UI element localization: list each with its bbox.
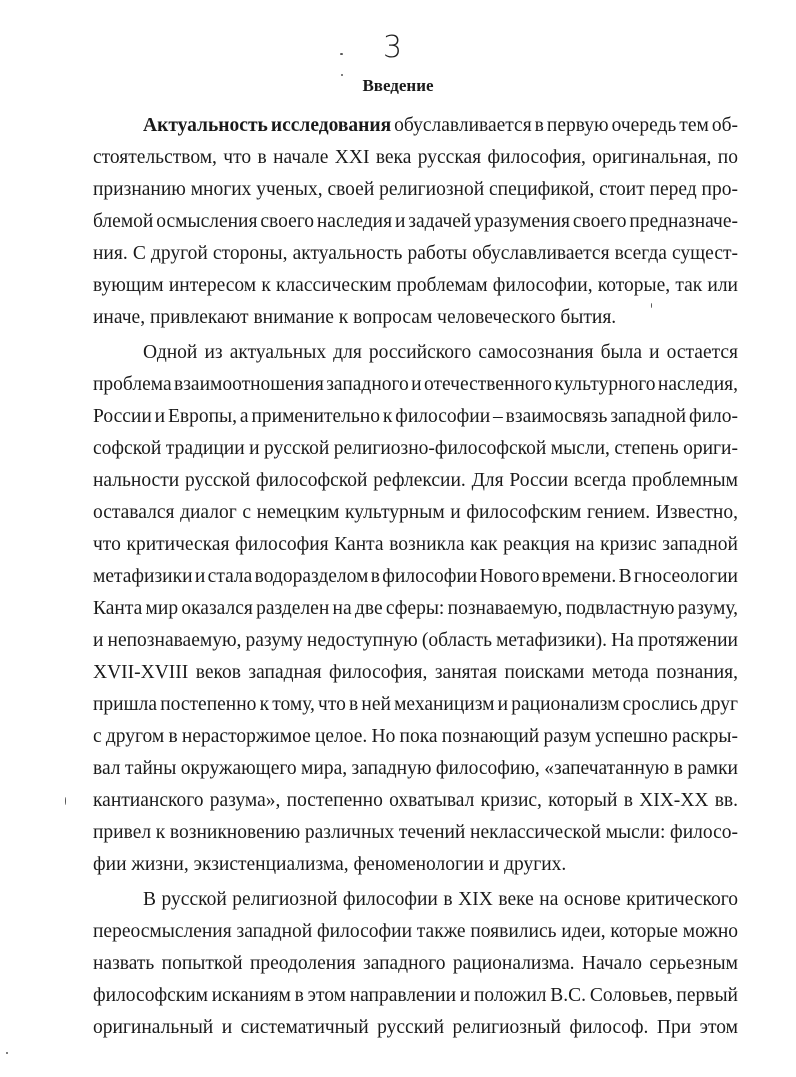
text-line: Канта мир оказался разделен на две сферы: познаваемую, подвластную разуму,: [93, 598, 738, 619]
text-line: ния. С другой стороны, актуальность работы обуславливается всегда сущест-: [93, 243, 738, 264]
text-line: XVII-XVIII веков западная философия, занятая поисками метода познания,: [93, 662, 738, 683]
text-line: стоятельством, что в начале XXI века русская философия, оригинальная, по: [93, 147, 738, 168]
text-line: фии жизни, экзистенциализма, феноменологии и других.: [93, 854, 567, 875]
text-line: проблема взаимоотношения западного и отечественного культурного наследия,: [93, 374, 738, 395]
text-line: оставался диалог с немецким культурным и философским гением. Известно,: [93, 502, 738, 523]
text-line: Одной из актуальных для российского самосознания была и остается: [143, 342, 738, 363]
page-number: 3: [383, 30, 403, 65]
text-line: нальности русской философской рефлексии. Для России всегда проблемным: [93, 470, 738, 491]
text-line: философским исканиям в этом направлении и положил В.С. Соловьев, первый: [93, 985, 738, 1006]
bold-lead: Актуальность исследования: [143, 115, 392, 136]
text-span: обуславливается в первую очередь тем об-: [391, 115, 738, 136]
text-line: оригинальный и систематичный русский религиозный философ. При этом: [93, 1017, 738, 1038]
text-line: иначе, привлекают внимание к вопросам человеческого бытия.: [93, 307, 617, 328]
scan-speck: [340, 53, 343, 55]
text-line: кантианского разума», постепенно охватывал кризис, который в XIX-XX вв.: [93, 790, 738, 811]
text-line: переосмысления западной философии также появились идеи, которые можно: [93, 921, 738, 942]
scan-speck: [6, 1052, 8, 1054]
text-line: что критическая философия Канта возникла как реакция на кризис западной: [93, 534, 738, 555]
scan-speck: [65, 797, 66, 805]
text-line: признанию многих ученых, своей религиозной спецификой, стоит перед про-: [93, 179, 738, 200]
text-line: блемой осмысления своего наследия и задачей уразумения своего предназначе-: [93, 211, 738, 232]
text-line: вующим интересом к классическим проблемам философии, которые, так или: [93, 275, 738, 296]
text-line: пришла постепенно к тому, что в ней механицизм и рационализм срослись друг: [93, 694, 738, 715]
text-line: привел к возникновению различных течений неклассической мысли: филосо-: [93, 822, 738, 843]
text-line: и непознаваемую, разуму недоступную (область метафизики). На протяжении: [93, 630, 738, 651]
text-line: В русской религиозной философии в XIX веке на основе критического: [143, 889, 738, 910]
text-line: России и Европы, а применительно к философии – взаимосвязь западной фило-: [93, 406, 738, 427]
section-heading: Введение: [362, 76, 434, 95]
text-line: [143, 115, 738, 137]
text-line: вал тайны окружающего мира, западную философию, «запечатанную в рамки: [93, 758, 738, 779]
text-line: с другом в нерасторжимое целое. Но пока познающий разум успешно раскры-: [93, 726, 738, 747]
text-line: назвать попыткой преодоления западного рационализма. Начало серьезным: [93, 953, 738, 974]
text-line: метафизики и стала водоразделом в философии Нового времени. В гносеологии: [93, 566, 738, 587]
text-line: софской традиции и русской религиозно-философской мысли, степень ориги-: [93, 438, 738, 459]
